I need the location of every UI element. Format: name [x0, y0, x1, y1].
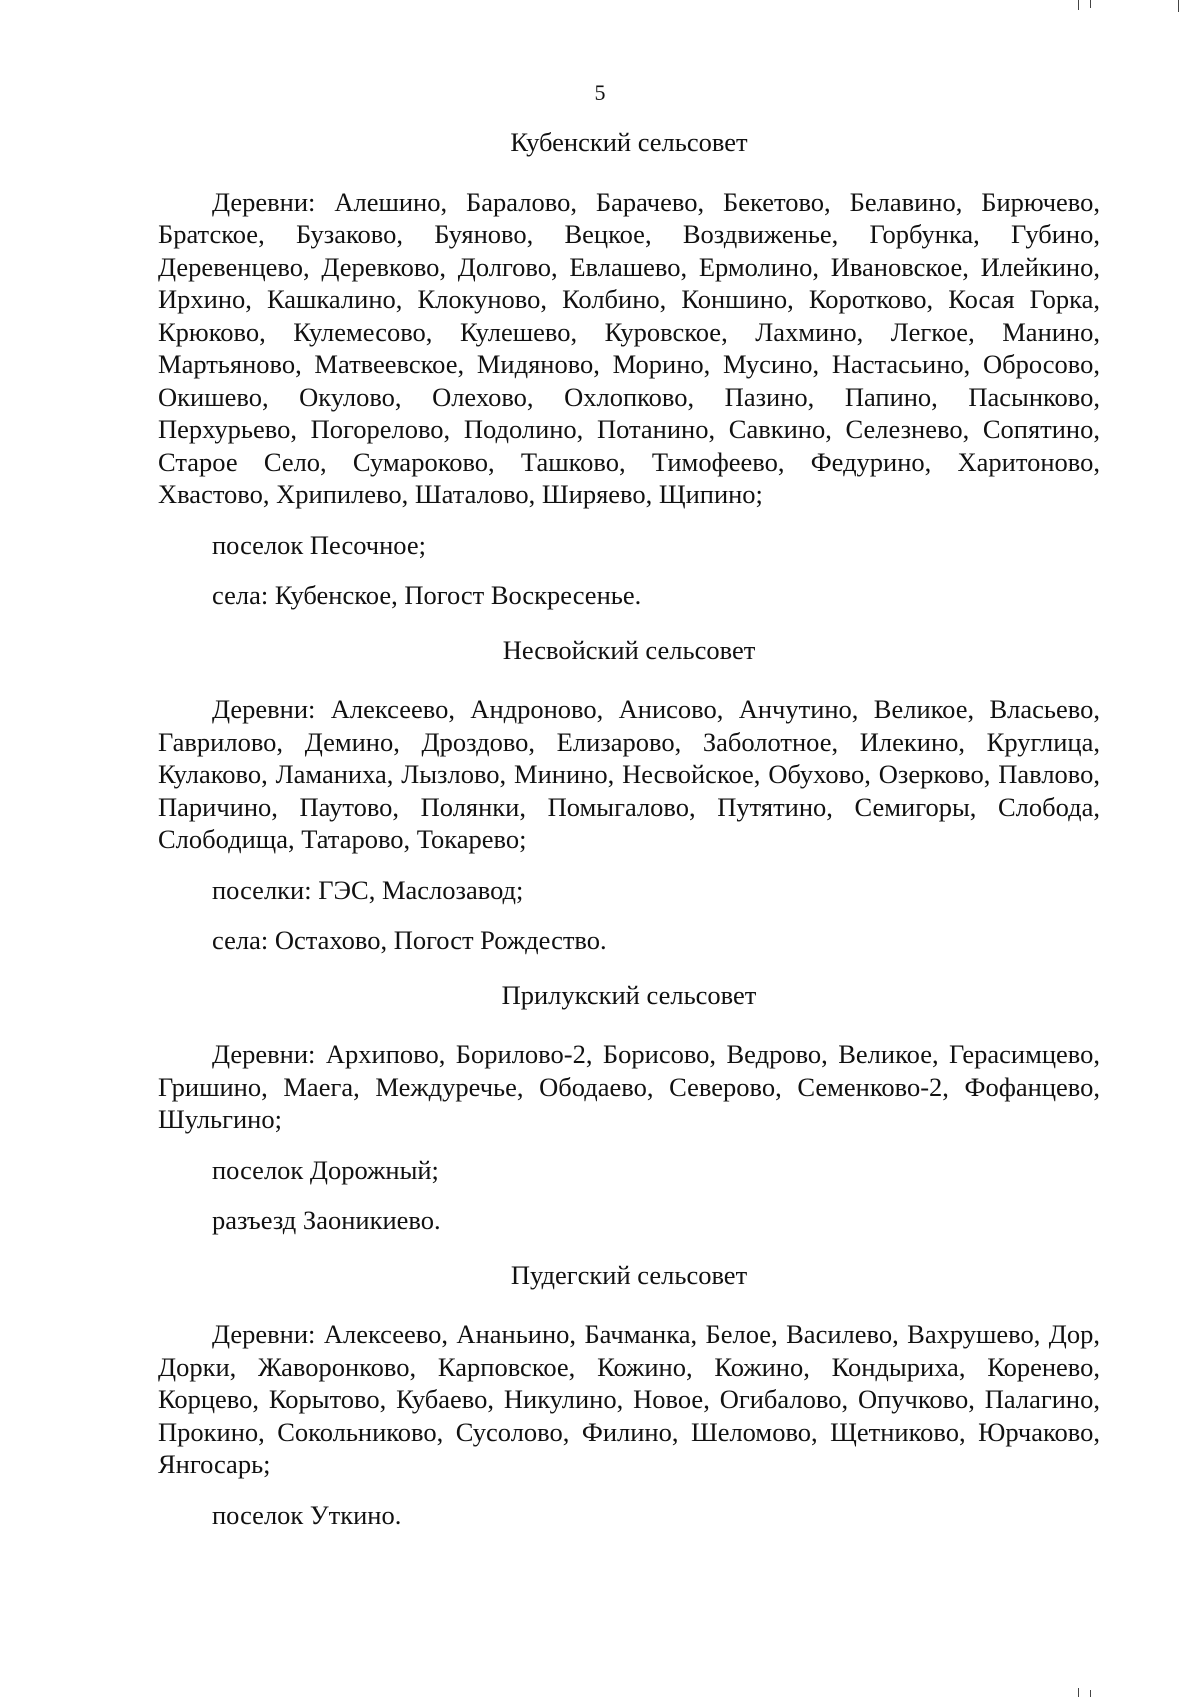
settlement-line: поселок Дорожный;: [212, 1154, 439, 1185]
document-body: [158, 126, 1100, 1531]
settlement-line: поселок Песочное;: [212, 529, 427, 560]
page-number: 5: [594, 80, 606, 105]
settlement-line: села: Остахово, Погост Рождество.: [212, 925, 607, 955]
villages-list: Деревни: Алексеево, Ананьино, Бачманка, Белое, Василево, Вахрушево, Дор, Дорки, Жаворонково, Карповское, Кожино, Кожино, Кондыриха, Коренево, Корцево, Корытово, Кубаево, Никулино, Новое, Огибалово, Опучково, Палагино, Прокино, Сокольниково, Сусолово, Филино, Шеломово, Щетниково, Юрчаково, Янгосарь;: [158, 1319, 1100, 1479]
section-prilouksky: [158, 979, 1100, 1237]
section-title: Кубенский сельсовет: [510, 127, 748, 157]
settlement-line: поселки: ГЭС, Маслозавод;: [212, 874, 524, 905]
settlement-line: разъезд Заоникиево.: [212, 1205, 441, 1235]
crop-mark-top-right: [1078, 0, 1079, 10]
section-title: Несвойский сельсовет: [502, 634, 756, 665]
crop-mark-bottom-right-2: [1090, 1690, 1091, 1697]
villages-list: Деревни: Алексеево, Андроново, Анисово, Анчутино, Великое, Власьево, Гаврилово, Демино, Дроздово, Елизарово, Заболотное, Илекино, Круглица, Кулаково, Ламаниха, Лызлово, Минино, Несвойское, Обухово, Озерково, Павлово, Паричино, Паутово, Полянки, Помыгалово, Путятино, Семигоры, Слобода, Слободища, Татарово, Токарево;: [158, 694, 1100, 854]
section-nesvoysky: [158, 634, 1100, 957]
villages-list: Деревни: Архипово, Борилово-2, Борисово, Ведрово, Великое, Герасимцево, Гришино, Маега, Междуречье, Ободаево, Северово, Семенково-2, Фофанцево, Шульгино;: [158, 1039, 1100, 1134]
villages-list: Деревни: Алешино, Баралово, Барачево, Бекетово, Белавино, Бирючево, Братское, Бузаково, Буяново, Вецкое, Воздвиженье, Горбунка, Губино, Деревенцево, Деревково, Долгово, Евлашево, Ермолино, Ивановское, Илейкино, Ирхино, Кашкалино, Клокуново, Колбино, Коншино, Коротково, Косая Горка, Крюково, Кулемесово, Кулешево, Куровское, Лахмино, Легкое, Манино, Мартьяново, Матвеевское, Мидяново, Морино, Мусино, Настасьино, Обросово, Окишево, Окулово, Олехово, Охлопково, Пазино, Папино, Пасынково, Перхурьево, Погорелово, Подолино, Потанино, Савкино, Селезнево, Сопятино, Старое Село, Сумароково, Ташково, Тимофеево, Федурино, Харитоново, Хвастово, Хрипилево, Шаталово, Ширяево, Щипино;: [158, 186, 1100, 509]
crop-mark-top-right-3: [1178, 0, 1179, 12]
crop-mark-top-right-2: [1090, 0, 1091, 8]
section-title: Пудегский сельсовет: [510, 1259, 748, 1290]
crop-mark-bottom-right: [1078, 1688, 1079, 1697]
settlement-line: поселок Уткино.: [212, 1499, 402, 1530]
section-title: Прилукский сельсовет: [501, 979, 757, 1010]
section-kubensky: [158, 126, 1100, 612]
settlement-line: села: Кубенское, Погост Воскресенье.: [212, 580, 642, 610]
section-pudegsky: [158, 1259, 1100, 1532]
